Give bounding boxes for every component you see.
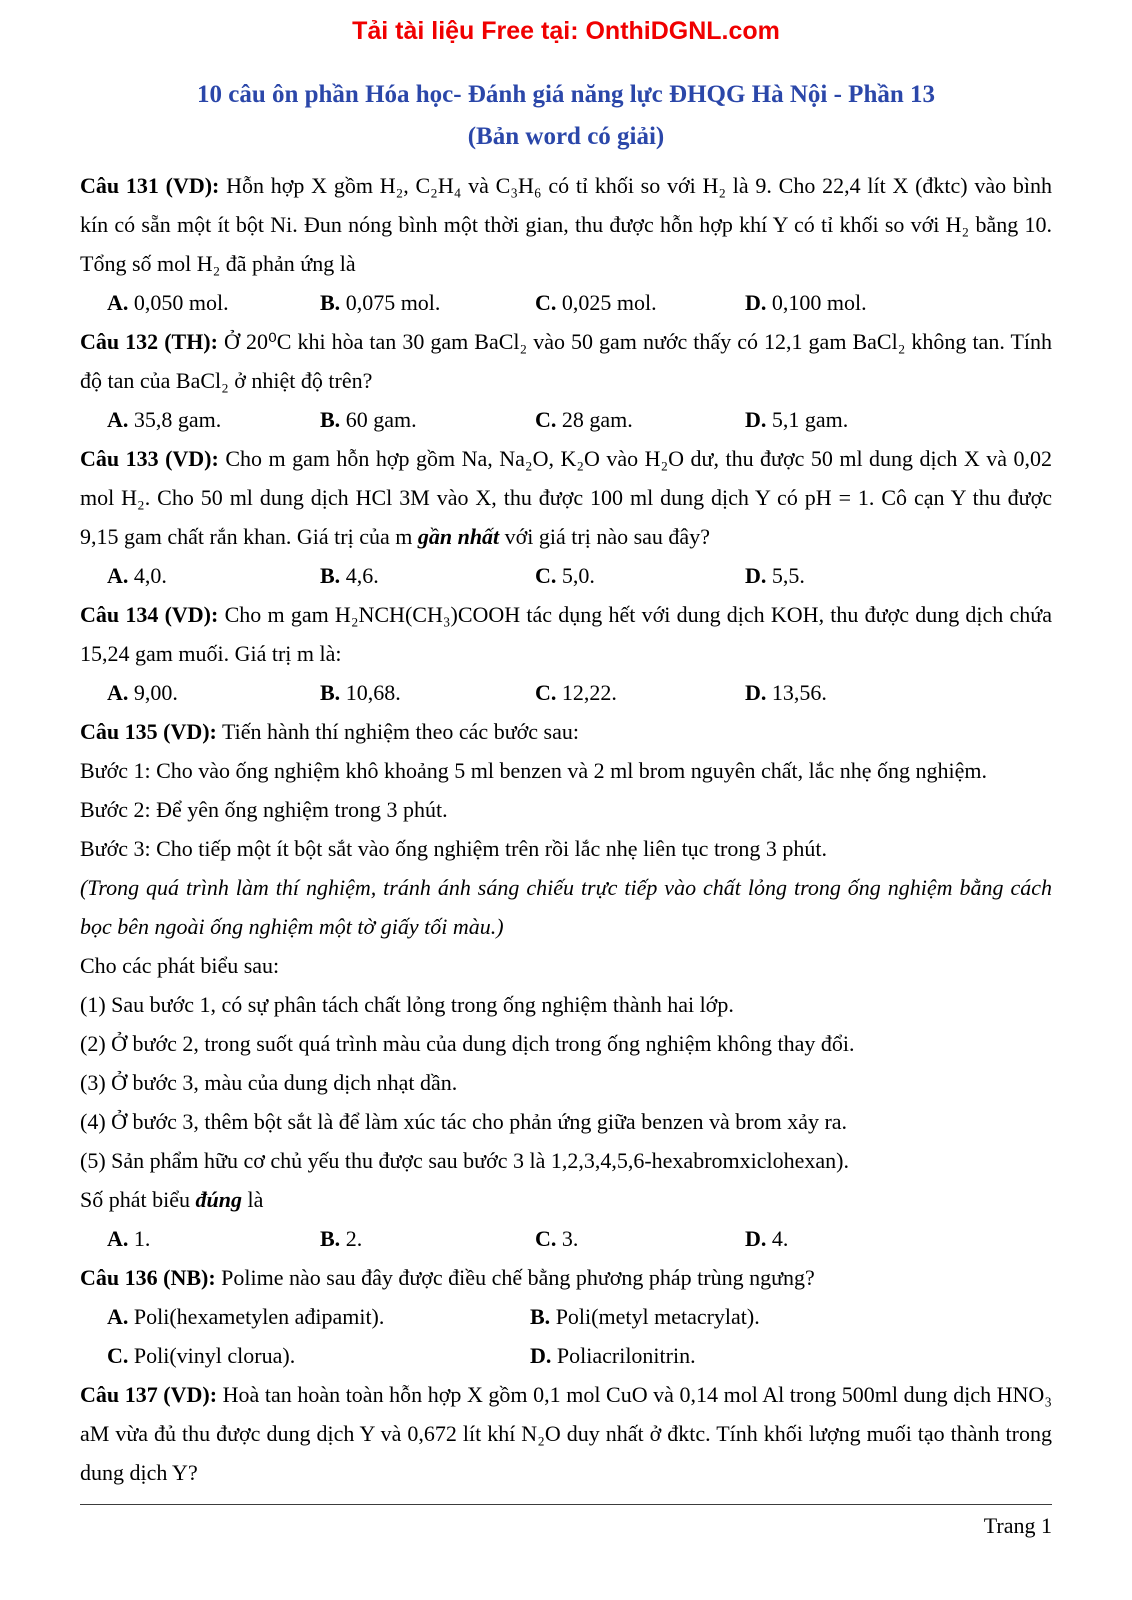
option-letter: C. bbox=[535, 407, 557, 432]
option-text: Poli(metyl metacrylat). bbox=[555, 1304, 760, 1329]
option-a bbox=[107, 400, 320, 439]
question-134-text: Cho m gam H₂NCH(CH₃)COOH tác dụng hết với dung dịch KOH, thu được dung dịch chứa 15,24 gam muối. Giá trị m là: bbox=[80, 602, 1052, 666]
question-133 bbox=[80, 439, 1052, 556]
question-132-options bbox=[80, 400, 1052, 439]
option-a bbox=[107, 283, 320, 322]
option-c bbox=[535, 283, 745, 322]
option-d bbox=[745, 400, 1052, 439]
option-text: 4,6. bbox=[345, 563, 379, 588]
option-text: 0,075 mol. bbox=[345, 290, 441, 315]
page-number: Trang 1 bbox=[983, 1513, 1052, 1538]
question-134-options bbox=[80, 673, 1052, 712]
option-letter: A. bbox=[107, 563, 129, 588]
q135-prompt: Cho các phát biểu sau: bbox=[80, 953, 280, 978]
option-c bbox=[535, 400, 745, 439]
question-131-text: Hỗn hợp X gồm H₂, C₂H₄ và C₃H₆ có tỉ khối so với H₂ là 9. Cho 22,4 lít X (đktc) vào bình kín có sẵn một ít bột Ni. Đun nóng bình một thời gian, thu được hỗn hợp khí Y có tỉ khối so với H₂ bằng 10. Tổng số mol H₂ đã phản ứng là bbox=[80, 173, 1053, 276]
question-132-text: Ở 20⁰C khi hòa tan 30 gam BaCl₂ vào 50 gam nước thấy có 12,1 gam BaCl₂ không tan. Tính độ tan của BaCl₂ ở nhiệt độ trên? bbox=[80, 329, 1053, 393]
option-b bbox=[320, 556, 535, 595]
question-131-label: Câu 131 (VD): bbox=[80, 173, 220, 198]
question-135-options bbox=[80, 1219, 1052, 1258]
q135-statement-3: (3) Ở bước 3, màu của dung dịch nhạt dần. bbox=[80, 1070, 458, 1095]
q135-statement-2: (2) Ở bước 2, trong suốt quá trình màu của dung dịch trong ống nghiệm không thay đổi. bbox=[80, 1031, 855, 1056]
question-133-options bbox=[80, 556, 1052, 595]
question-133-text: Cho m gam hỗn hợp gồm Na, Na₂O, K₂O vào H₂O dư, thu được 50 ml dung dịch X và 0,02 mol H₂. Cho 50 ml dung dịch HCl 3M vào X, thu được 100 ml dung dịch Y có pH = 1. Cô cạn Y thu được 9,15 gam chất rắn khan. Giá trị của m bbox=[80, 446, 1052, 549]
option-d bbox=[745, 1219, 1052, 1258]
option-letter: D. bbox=[745, 563, 767, 588]
option-text: 60 gam. bbox=[345, 407, 417, 432]
question-133-emphasis: gần nhất bbox=[417, 524, 500, 549]
option-text: 5,5. bbox=[771, 563, 805, 588]
option-b bbox=[320, 673, 535, 712]
question-135 bbox=[80, 712, 1052, 751]
question-137-text: Hoà tan hoàn toàn hỗn hợp X gồm 0,1 mol CuO và 0,14 mol Al trong 500ml dung dịch HNO₃ aM vừa đủ thu được dung dịch Y và 0,672 lít khí N₂O duy nhất ở đktc. Tính khối lượng muối tạo thành trong dung dịch Y? bbox=[80, 1382, 1052, 1485]
q135-statement-1: (1) Sau bước 1, có sự phân tách chất lỏng trong ống nghiệm thành hai lớp. bbox=[80, 992, 734, 1017]
option-text: 5,0. bbox=[561, 563, 595, 588]
option-letter: D. bbox=[745, 407, 767, 432]
option-letter: A. bbox=[107, 1226, 129, 1251]
q135-statement-4: (4) Ở bước 3, thêm bột sắt là để làm xúc tác cho phản ứng giữa benzen và brom xảy ra. bbox=[80, 1109, 848, 1134]
option-letter: B. bbox=[320, 1226, 341, 1251]
option-text: 0,050 mol. bbox=[133, 290, 229, 315]
option-letter: A. bbox=[107, 1304, 129, 1329]
q135-step-3: Bước 3: Cho tiếp một ít bột sắt vào ống nghiệm trên rồi lắc nhẹ liên tục trong 3 phút. bbox=[80, 836, 827, 861]
q135-conclusion-emphasis: đúng bbox=[195, 1187, 242, 1212]
q135-conclusion-text: Số phát biểu bbox=[80, 1187, 190, 1212]
option-a bbox=[107, 1297, 530, 1336]
option-b bbox=[320, 400, 535, 439]
option-letter: D. bbox=[745, 1226, 767, 1251]
question-133-label: Câu 133 (VD): bbox=[80, 446, 219, 471]
option-text: 35,8 gam. bbox=[133, 407, 222, 432]
question-135-intro: Tiến hành thí nghiệm theo các bước sau: bbox=[222, 719, 579, 744]
option-letter: B. bbox=[320, 563, 341, 588]
document-title: 10 câu ôn phần Hóa học- Đánh giá năng lực ĐHQG Hà Nội - Phần 13 bbox=[196, 81, 936, 108]
option-text: 10,68. bbox=[345, 680, 401, 705]
option-text: Poli(vinyl clorua). bbox=[133, 1343, 296, 1368]
option-letter: D. bbox=[530, 1343, 552, 1368]
option-d bbox=[745, 556, 1052, 595]
question-133-text-2: với giá trị nào sau đây? bbox=[504, 524, 710, 549]
option-letter: C. bbox=[535, 680, 557, 705]
option-letter: C. bbox=[535, 563, 557, 588]
footer-divider bbox=[80, 1504, 1052, 1547]
option-text: 28 gam. bbox=[561, 407, 633, 432]
option-letter: D. bbox=[745, 680, 767, 705]
option-text: 4,0. bbox=[133, 563, 167, 588]
q135-statement-5: (5) Sản phẩm hữu cơ chủ yếu thu được sau bước 3 là 1,2,3,4,5,6-hexabromxiclohexan). bbox=[80, 1148, 849, 1173]
question-136 bbox=[80, 1258, 1052, 1297]
option-text: 0,100 mol. bbox=[771, 290, 867, 315]
option-text: 4. bbox=[771, 1226, 789, 1251]
option-a bbox=[107, 1219, 320, 1258]
option-letter: B. bbox=[530, 1304, 551, 1329]
option-text: Poli(hexametylen ađipamit). bbox=[133, 1304, 385, 1329]
option-letter: A. bbox=[107, 290, 129, 315]
q135-step-1: Bước 1: Cho vào ống nghiệm khô khoảng 5 ml benzen và 2 ml brom nguyên chất, lắc nhẹ ống nghiệm. bbox=[80, 758, 988, 783]
option-text: 2. bbox=[345, 1226, 363, 1251]
option-b bbox=[530, 1297, 1052, 1336]
option-a bbox=[107, 556, 320, 595]
option-b bbox=[320, 283, 535, 322]
question-135-label: Câu 135 (VD): bbox=[80, 719, 217, 744]
q135-note: (Trong quá trình làm thí nghiệm, tránh ánh sáng chiếu trực tiếp vào chất lỏng trong ống nghiệm bằng cách bọc bên ngoài ống nghiệm một tờ giấy tối màu.) bbox=[80, 875, 1052, 939]
document-subtitle: (Bản word có giải) bbox=[467, 123, 665, 150]
option-a bbox=[107, 673, 320, 712]
q135-step-2: Bước 2: Để yên ống nghiệm trong 3 phút. bbox=[80, 797, 448, 822]
option-text: Poliacrilonitrin. bbox=[556, 1343, 696, 1368]
option-d bbox=[530, 1336, 1052, 1375]
q135-conclusion bbox=[80, 1180, 1052, 1219]
banner-link[interactable]: Tải tài liệu Free tại: OnthiDGNL.com bbox=[352, 17, 780, 45]
question-136-options-row-2 bbox=[80, 1336, 1052, 1375]
option-letter: A. bbox=[107, 407, 129, 432]
option-letter: D. bbox=[745, 290, 767, 315]
download-banner bbox=[80, 14, 1052, 48]
option-c bbox=[535, 1219, 745, 1258]
question-137 bbox=[80, 1375, 1052, 1492]
question-137-label: Câu 137 (VD): bbox=[80, 1382, 218, 1407]
option-letter: B. bbox=[320, 290, 341, 315]
option-text: 12,22. bbox=[561, 680, 617, 705]
option-letter: C. bbox=[535, 290, 557, 315]
question-136-text: Polime nào sau đây được điều chế bằng phương pháp trùng ngưng? bbox=[221, 1265, 815, 1290]
option-letter: C. bbox=[535, 1226, 557, 1251]
question-134 bbox=[80, 595, 1052, 673]
question-136-options-row-1 bbox=[80, 1297, 1052, 1336]
option-c bbox=[107, 1336, 530, 1375]
option-d bbox=[745, 283, 1052, 322]
question-131-options bbox=[80, 283, 1052, 322]
question-132-label: Câu 132 (TH): bbox=[80, 329, 218, 354]
question-136-label: Câu 136 (NB): bbox=[80, 1265, 216, 1290]
option-text: 5,1 gam. bbox=[771, 407, 849, 432]
option-letter: C. bbox=[107, 1343, 129, 1368]
option-b bbox=[320, 1219, 535, 1258]
option-letter: B. bbox=[320, 407, 341, 432]
option-letter: B. bbox=[320, 680, 341, 705]
option-d bbox=[745, 673, 1052, 712]
option-text: 3. bbox=[561, 1226, 579, 1251]
option-text: 13,56. bbox=[771, 680, 827, 705]
option-text: 0,025 mol. bbox=[561, 290, 657, 315]
q135-conclusion-text-2: là bbox=[247, 1187, 264, 1212]
option-letter: A. bbox=[107, 680, 129, 705]
option-c bbox=[535, 673, 745, 712]
option-c bbox=[535, 556, 745, 595]
option-text: 1. bbox=[133, 1226, 151, 1251]
question-132 bbox=[80, 322, 1052, 400]
question-134-label: Câu 134 (VD): bbox=[80, 602, 219, 627]
question-131 bbox=[80, 166, 1052, 283]
option-text: 9,00. bbox=[133, 680, 178, 705]
